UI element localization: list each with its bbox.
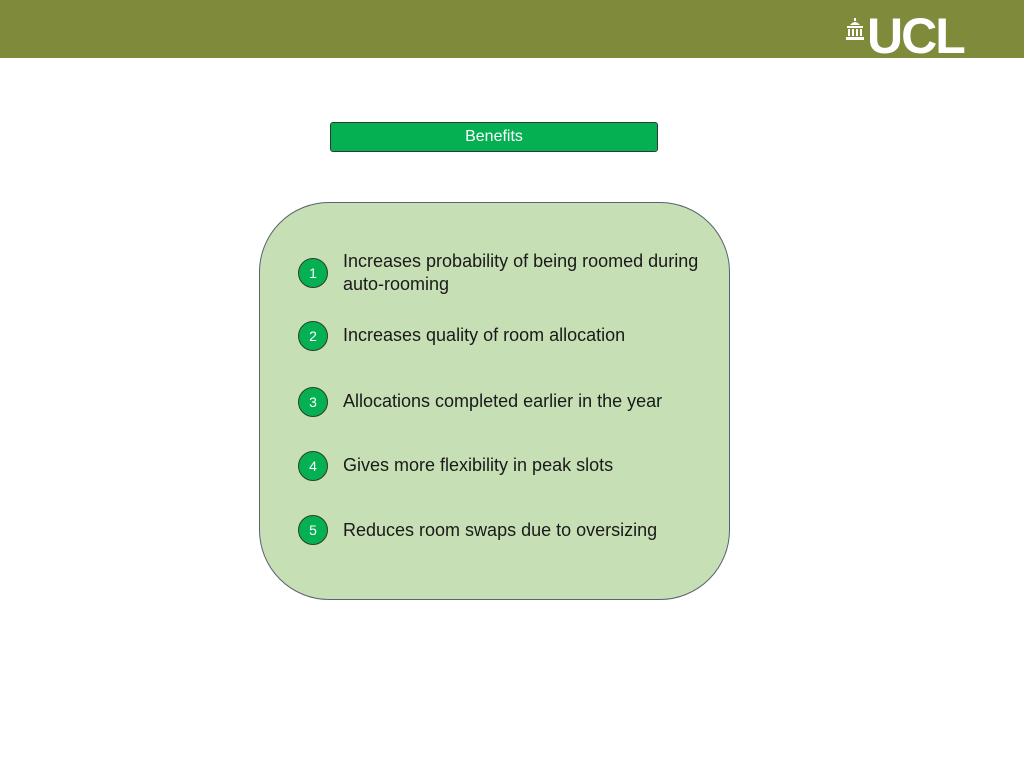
benefit-number-badge: 1: [298, 258, 328, 288]
portico-icon: [846, 18, 864, 40]
logo-text: UCL: [867, 8, 964, 64]
benefit-text: Reduces room swaps due to oversizing: [343, 520, 658, 540]
benefits-panel: [259, 202, 730, 600]
benefit-text: Allocations completed earlier in the year: [343, 391, 663, 411]
benefit-number-badge: 4: [298, 451, 328, 481]
header-bar: [0, 0, 1024, 64]
benefit-number-badge: 3: [298, 387, 328, 417]
benefit-text: Increases quality of room allocation: [343, 325, 626, 345]
benefit-text: Increases probability of being roomed during auto-rooming: [343, 251, 699, 294]
benefits-title: Benefits: [330, 122, 658, 152]
benefit-number-badge: 5: [298, 515, 328, 545]
benefit-text: Gives more flexibility in peak slots: [343, 455, 614, 475]
benefit-number-badge: 2: [298, 321, 328, 351]
ucl-logo: [846, 8, 964, 64]
